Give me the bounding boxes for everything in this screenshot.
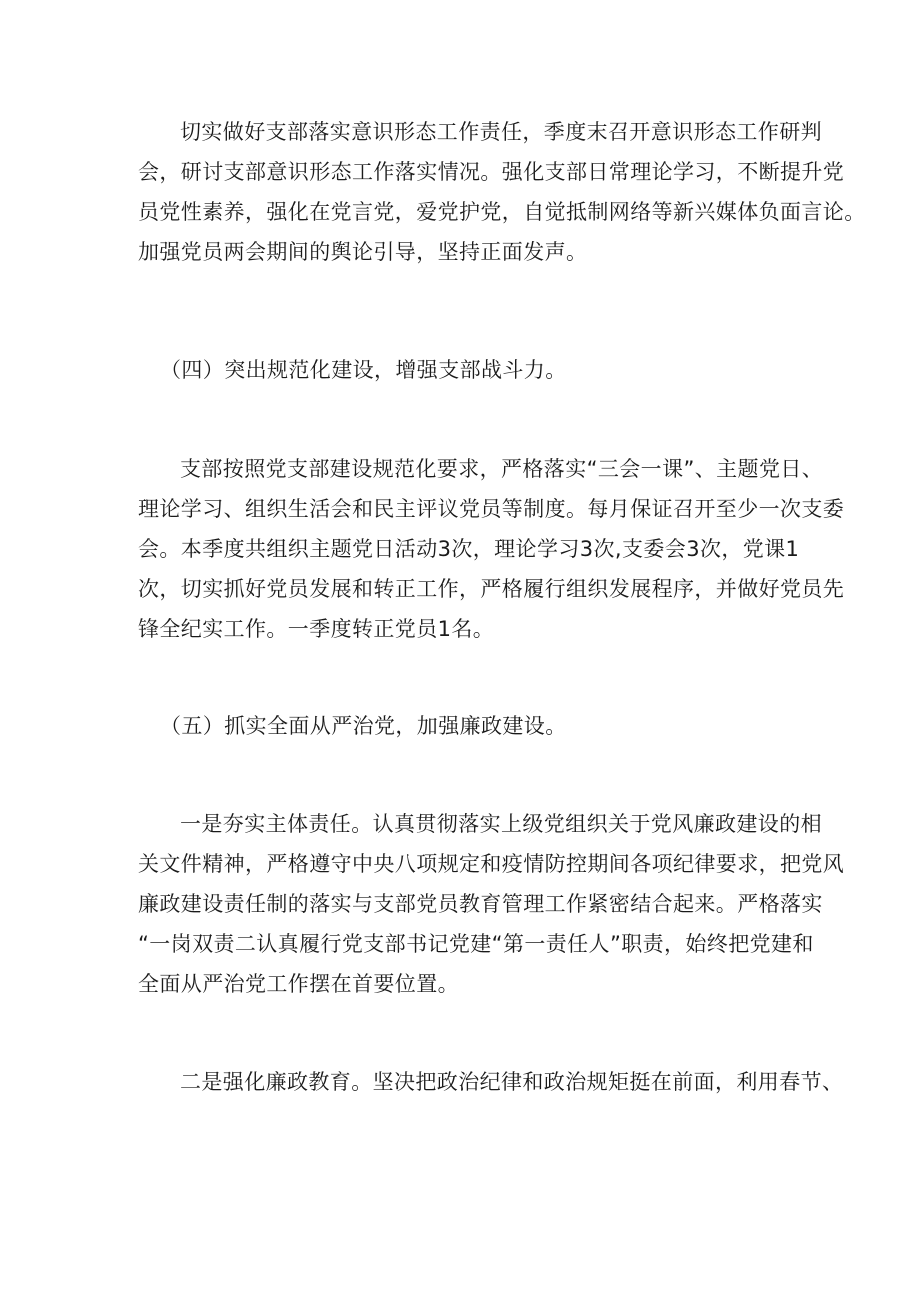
paragraph-3-line-5: 全面从严治党工作摆在首要位置。	[138, 972, 459, 996]
paragraph-2-line-3: 会。本季度共组织主题党日活动3次，理论学习3次,支委会3次，党课1	[138, 537, 800, 561]
paragraph-1-line-2: 会，研讨支部意识形态工作落实情况。强化支部日常理论学习，不断提升党	[138, 160, 845, 184]
paragraph-1-line-4: 加强党员两会期间的舆论引导，坚持正面发声。	[138, 240, 588, 264]
paragraph-2-line-1: 支部按照党支部建设规范化要求，严格落实“三会一课”、主题党日、	[180, 457, 824, 481]
paragraph-3-line-2: 关文件精神，严格遵守中央八项规定和疫情防控期间各项纪律要求，把党风	[138, 852, 845, 876]
paragraph-3-line-1: 一是夯实主体责任。认真贯彻落实上级党组织关于党风廉政建设的相	[180, 812, 822, 836]
paragraph-2-line-5: 锋全纪实工作。一季度转正党员1名。	[138, 617, 495, 641]
paragraph-2-line-2: 理论学习、组织生活会和民主评议党员等制度。每月保证召开至少一次支委	[138, 497, 845, 521]
paragraph-4-line-1: 二是强化廉政教育。坚决把政治纪律和政治规矩挺在前面，利用春节、	[180, 1070, 844, 1094]
paragraph-3-line-3: 廉政建设责任制的落实与支部党员教育管理工作紧密结合起来。严格落实	[138, 892, 823, 916]
section-heading-4: （四）突出规范化建设，增强支部战斗力。	[160, 358, 567, 382]
paragraph-2-line-4: 次，切实抓好党员发展和转正工作，严格履行组织发展程序，并做好党员先	[138, 577, 845, 601]
section-heading-5: （五）抓实全面从严治党，加强廉政建设。	[160, 714, 567, 738]
paragraph-1-line-3: 员党性素养，强化在党言党，爱党护党，自觉抵制网络等新兴媒体负面言论。	[138, 200, 866, 224]
paragraph-3-line-4: “一岗双责二认真履行党支部书记党建“第一责任人”职责，始终把党建和	[138, 932, 814, 956]
paragraph-1-line-1: 切实做好支部落实意识形态工作责任，季度末召开意识形态工作研判	[180, 120, 822, 144]
